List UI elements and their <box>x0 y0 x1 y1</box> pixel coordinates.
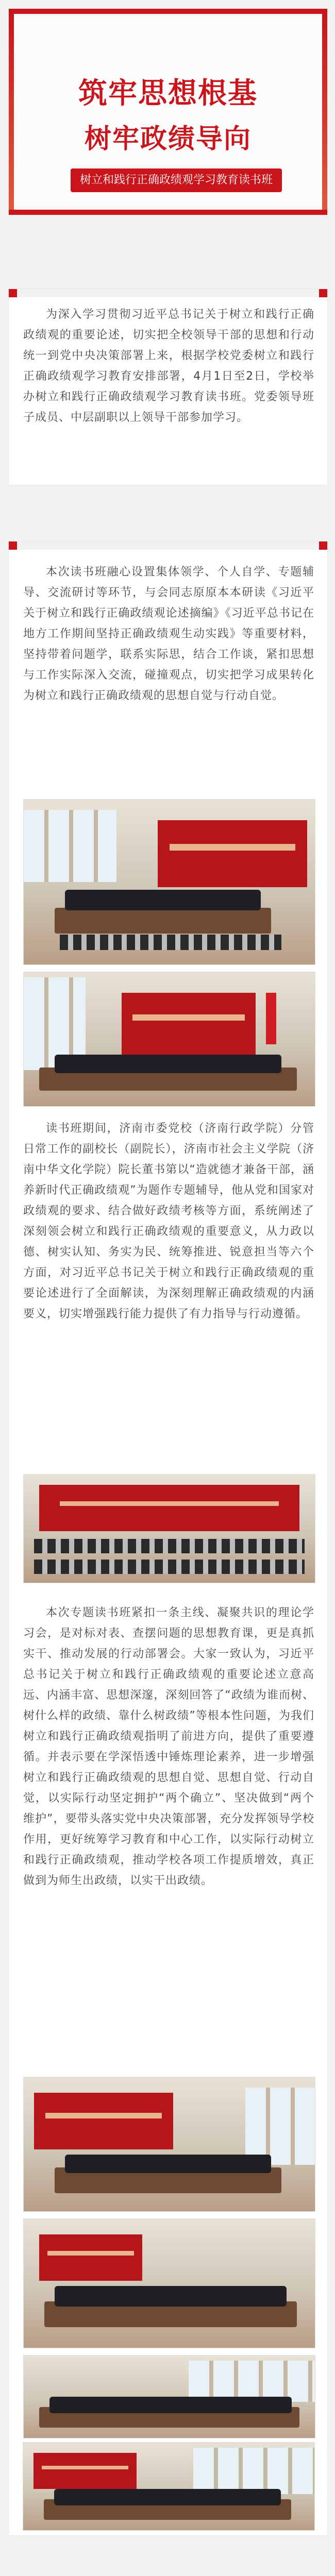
meeting-photo-6 <box>23 2355 315 2438</box>
body-paragraph-1: 本次读书班融心设置集体领学、个人自学、专题辅导、交流研讨等环节，与会同志原原本本研读《习近平关于树立和践行正确政绩观论述摘编》《习近平总书记在地方工作期间坚持正确政绩观生动实践》等重要材料，坚持带着问题学，联系实际思，结合工作谈，紧扣思想与工作实际深入交流，碰撞观点，切实把学习成果转化为树立和践行正确政绩观的思想自觉与行动自觉。 <box>23 566 314 702</box>
section-intro <box>8 289 328 485</box>
meeting-photo-1 <box>23 799 315 965</box>
meeting-photo-5 <box>23 2218 315 2348</box>
meeting-photo-2 <box>23 972 315 1107</box>
title-line-2: 树牢政绩导向 <box>84 123 252 155</box>
meeting-photo-4 <box>23 2077 315 2212</box>
header-top-band <box>9 9 327 14</box>
meeting-photo-3 <box>23 1474 315 1583</box>
section-body <box>8 541 328 2536</box>
section-top-bar <box>9 541 327 550</box>
body-paragraph-3: 本次专题读书班紧扣一条主线、凝聚共识的理论学习会，是对标对表、查摆问题的思想教育课，更是真抓实干、推动发展的行动部署会。大家一致认为，习近平总书记关于树立和践行正确政绩观的重要论述立意高远、内涵丰富、思想深邃，深刻回答了“政绩为谁而树、树什么样的政绩、靠什么树政绩”等根本性问题，为我们树立和践行正确政绩观指明了前进方向，提供了重要遵循。并表示要在学深悟透中锤炼理论素养，进一步增强树立和践行正确政绩观的思想自觉、思想自觉、行动自觉，以实际行动坚定拥护“两个确立”、坚决做到“两个维护”，要带头落实党中央决策部署，充分发挥领导学校作用，更好统筹学习教育和中心工作，以实际行动树立和践行正确政绩观，推动学校各项工作提质增效，真正做到为师生出政绩，以实干出政绩。 <box>23 1606 314 1887</box>
header-bottom-band <box>9 210 327 215</box>
header-left-band <box>9 9 14 215</box>
body-paragraph-2: 读书班期间，济南市委党校（济南行政学院）分管日常工作的副校长（副院长），济南市社会主义学院（济南中华文化学院）院长董书第以“造就德才兼备干部，涵养新时代正确政绩观”为题作专题辅导，他从党和国家对政绩观的要求、结合做好政绩考核等方面，系统阐述了深刻领会树立和践行正确政绩观的重要意义，从力政以德、树实认知、务实为民、统筹推进、锐意担当等六个方面，对习近平总书记关于树立和践行正确政绩观的重要论述进行了全面解读，为深刻理解正确政绩观的内涵要义，切实增强践行能力提供了有力指导与行动遵循。 <box>23 1122 314 1320</box>
meeting-photo-7 <box>23 2442 315 2531</box>
section-top-bar <box>9 289 327 297</box>
header-banner <box>8 8 328 215</box>
intro-paragraph: 为深入学习贯彻习近平总书记关于树立和践行正确政绩观的重要论述，切实把全校领导干部的思想和行动统一到党中央决策部署上来，根据学校党委树立和践行正确政绩观学习教育安排部署，4月1日至2日，学校举办树立和践行正确政绩观学习教育读书班。党委领导班子成员、中层副职以上领导干部参加学习。 <box>23 308 314 424</box>
header-right-band <box>322 9 327 215</box>
title-line-1: 筑牢思想根基 <box>78 76 258 110</box>
subtitle-badge: 树立和践行正确政绩观学习教育读书班 <box>71 168 282 192</box>
